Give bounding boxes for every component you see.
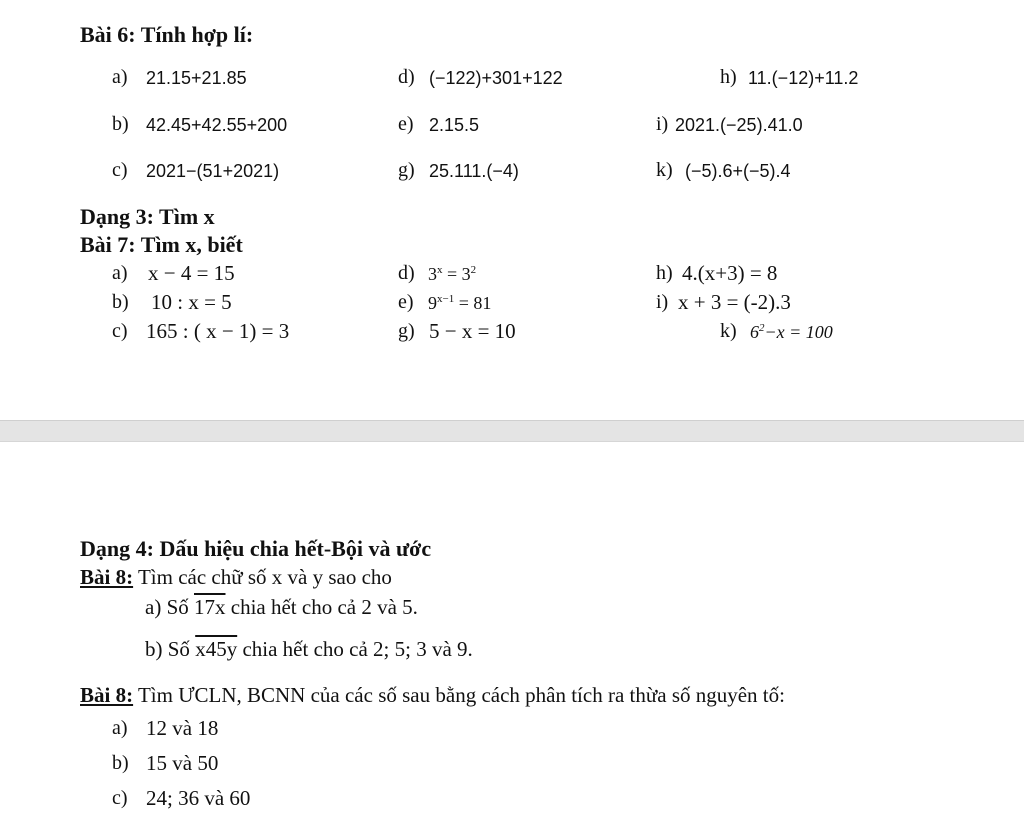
bai8b-line: Bài 8: Tìm ƯCLN, BCNN của các số sau bằng cách phân tích ra thừa số nguyên tố:: [80, 683, 785, 707]
bai7-expr-g: 5 − x = 10: [429, 319, 516, 343]
bai6-label-k: k): [656, 159, 673, 181]
bai6-title: Bài 6: Tính hợp lí:: [80, 22, 254, 47]
bai6-label-i: i): [656, 113, 669, 135]
bai6-label-c: c): [112, 159, 128, 181]
bai7-label-d: d): [398, 262, 415, 284]
bai6-expr-e: 2.15.5: [429, 115, 480, 135]
bai8a-item-b: b) Số x45y chia hết cho cả 2; 5; 3 và 9.: [145, 637, 473, 661]
bai6-label-d: d): [398, 66, 415, 88]
bai7-label-c: c): [112, 320, 128, 342]
bai6-expr-k: (−5).6+(−5).4: [685, 161, 791, 181]
bai6-label-e: e): [398, 113, 414, 135]
bai7-expr-k: $6^2-x = 100$: [750, 322, 833, 342]
bai7-expr-b: 10 : x = 5: [151, 290, 232, 314]
dang4-title: Dạng 4: Dấu hiệu chia hết-Bội và ước: [80, 536, 432, 561]
bai7-label-a: a): [112, 262, 128, 284]
bai6-expr-i: 2021.(−25).41.0: [675, 115, 803, 135]
bai7-label-i: i): [656, 291, 669, 313]
bai8b-text-c: 24; 36 và 60: [146, 786, 251, 810]
bai7-label-g: g): [398, 320, 415, 342]
page-gap: [0, 420, 1024, 442]
bai8b-text-a: 12 và 18: [146, 716, 219, 740]
bai7-title: Bài 7: Tìm x, biết: [80, 232, 243, 257]
bai7-label-b: b): [112, 291, 129, 313]
bai7-expr-e: $9^{x-1} = 81$: [428, 293, 492, 313]
bai8b-label-a: a): [112, 717, 128, 739]
bai7-label-k: k): [720, 320, 737, 342]
bai6-expr-h: 11.(−12)+11.2: [748, 68, 859, 88]
bai6-label-g: g): [398, 159, 415, 181]
bai6-expr-c: 2021−(51+2021): [146, 161, 280, 181]
bai7-expr-c: 165 : ( x − 1) = 3: [146, 319, 290, 343]
bai7-expr-i: x + 3 = (-2).3: [678, 290, 791, 314]
bai6-label-a: a): [112, 66, 128, 88]
bai6-label-b: b): [112, 113, 129, 135]
bai8a-item-a: a) Số 17x chia hết cho cả 2 và 5.: [145, 595, 418, 619]
bai6-expr-g: 25.111.(−4): [429, 161, 519, 181]
bai7-label-h: h): [656, 262, 673, 284]
bai7-expr-h: 4.(x+3) = 8: [682, 261, 778, 285]
bai6-expr-b: 42.45+42.55+200: [146, 115, 288, 135]
bai6-expr-a: 21.15+21.85: [146, 68, 247, 88]
bai8b-text-b: 15 và 50: [146, 751, 219, 775]
bai6-label-h: h): [720, 66, 737, 88]
bai7-expr-d: $3^x = 3^2$: [428, 264, 477, 284]
bai7-label-e: e): [398, 291, 414, 313]
dang3-title: Dạng 3: Tìm x: [80, 204, 215, 229]
bai6-expr-d: (−122)+301+122: [429, 68, 563, 88]
bai8b-label-c: c): [112, 787, 128, 809]
bai7-expr-a: x − 4 = 15: [148, 261, 235, 285]
bai8b-label-b: b): [112, 752, 129, 774]
bai8a-line: Bài 8: Tìm các chữ số x và y sao cho: [80, 565, 392, 589]
